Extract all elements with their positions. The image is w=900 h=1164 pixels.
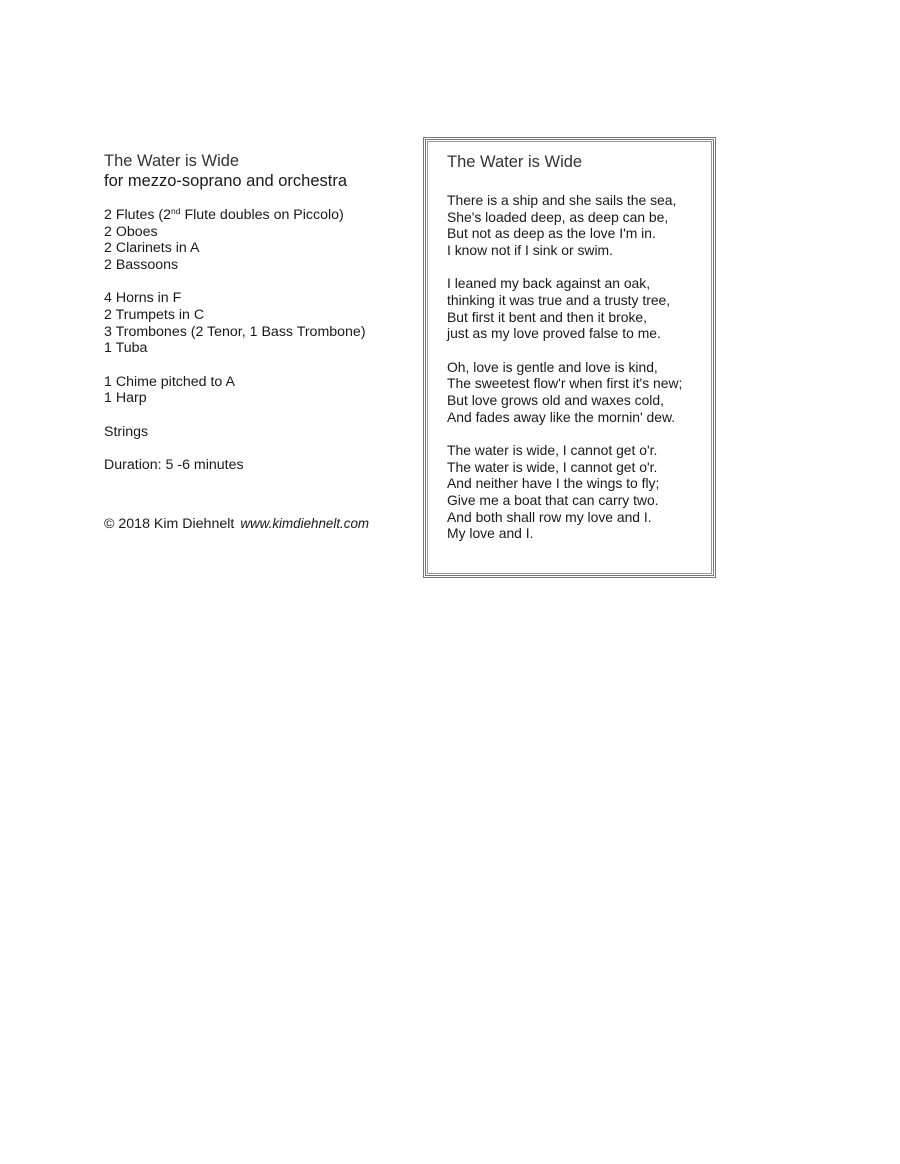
strings-line: Strings [104, 423, 149, 440]
lyric-line: And both shall row my love and I. [447, 508, 652, 525]
stanza [447, 359, 707, 426]
instrument-line: 1 Harp [104, 390, 147, 407]
ordinal-suffix: nd [171, 206, 181, 216]
lyric-line: Oh, love is gentle and love is kind, [447, 358, 658, 375]
instrument-line: 2 Bassoons [104, 257, 179, 274]
lyric-line: There is a ship and she sails the sea, [447, 192, 677, 208]
website-link[interactable]: www.kimdiehnelt.com [240, 516, 370, 532]
woodwinds-group [104, 207, 404, 274]
lyric-line: And neither have I the wings to fly; [447, 475, 660, 492]
lyric-line: But love grows old and waxes cold, [447, 392, 664, 409]
score-title: The Water is Wide [104, 152, 240, 170]
stanza [447, 442, 707, 542]
copyright-line [104, 516, 404, 533]
lyric-line: The water is wide, I cannot get o'r. [447, 458, 658, 475]
score-subtitle: for mezzo-soprano and orchestra [104, 172, 348, 190]
lyric-line: The water is wide, I cannot get o'r. [447, 441, 658, 458]
instrument-line: 3 Trombones (2 Tenor, 1 Bass Trombone) [104, 323, 366, 340]
lyric-line: The sweetest flow'r when first it's new; [447, 375, 683, 392]
instrument-line: 1 Chime pitched to A [104, 373, 235, 390]
lyric-line: just as my love proved false to me. [447, 325, 661, 342]
lyrics-box [423, 137, 716, 578]
lyric-line: But first it bent and then it broke, [447, 308, 647, 325]
lyrics-title: The Water is Wide [447, 153, 583, 171]
instrument-line: 1 Tuba [104, 340, 148, 357]
copyright-text: © 2018 Kim Diehnelt [104, 516, 235, 533]
lyric-line: But not as deep as the love I'm in. [447, 225, 656, 242]
instrument-text: Flute doubles on Piccolo) [180, 207, 344, 223]
lyric-line: She's loaded deep, as deep can be, [447, 208, 669, 225]
lyrics-content [447, 152, 707, 559]
instrument-line: 2 Clarinets in A [104, 240, 200, 257]
instrument-text: 2 Flutes (2 [104, 207, 172, 223]
instrument-line [104, 207, 404, 224]
brass-group [104, 290, 404, 357]
instrument-line: 2 Oboes [104, 223, 158, 240]
instrument-line: 4 Horns in F [104, 290, 182, 307]
stanza [447, 192, 707, 259]
lyric-line: Give me a boat that can carry two. [447, 492, 659, 509]
lyric-line: And fades away like the mornin' dew. [447, 408, 676, 425]
lyric-line: I leaned my back against an oak, [447, 275, 651, 292]
score-info [104, 151, 404, 533]
lyric-line: I know not if I sink or swim. [447, 242, 613, 259]
instrument-line: 2 Trumpets in C [104, 307, 205, 324]
duration-line: Duration: 5 -6 minutes [104, 456, 244, 473]
percussion-harp-group [104, 374, 404, 407]
lyric-line: thinking it was true and a trusty tree, [447, 292, 671, 309]
stanza [447, 275, 707, 342]
lyric-line: My love and I. [447, 525, 534, 542]
